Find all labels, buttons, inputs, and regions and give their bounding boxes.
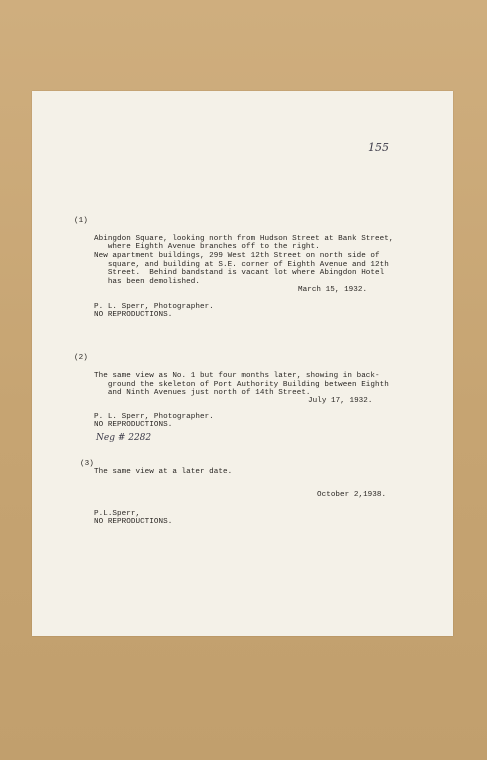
section-3-date: October 2,1938. bbox=[317, 491, 387, 499]
section-3-marker: (3) bbox=[80, 460, 94, 468]
section-1-date: March 15, 1932. bbox=[298, 286, 368, 294]
negative-number: Neg # 2282 bbox=[96, 433, 152, 443]
section-1-line-5: Street. Behind bandstand is vacant lot where Abingdon Hotel bbox=[94, 269, 385, 277]
section-1-line-3: New apartment buildings, 299 West 12th Street on north side of bbox=[94, 252, 380, 260]
section-3-line-1: The same view at a later date. bbox=[94, 468, 233, 476]
section-3-restriction: NO REPRODUCTIONS. bbox=[94, 518, 173, 526]
section-1-line-4: square, and building at S.E. corner of Eighth Avenue and 12th bbox=[94, 261, 389, 269]
section-2-line-1: The same view as No. 1 but four months later, showing in back- bbox=[94, 372, 380, 380]
section-1-restriction: NO REPRODUCTIONS. bbox=[94, 311, 173, 319]
document-sheet bbox=[32, 91, 453, 636]
section-3-credit: P.L.Sperr, bbox=[94, 510, 141, 518]
section-2-marker: (2) bbox=[74, 354, 88, 362]
section-2-credit: P. L. Sperr, Photographer. bbox=[94, 413, 214, 421]
section-2-restriction: NO REPRODUCTIONS. bbox=[94, 421, 173, 429]
section-1-line-2: where Eighth Avenue branches off to the right. bbox=[94, 243, 320, 251]
page-number: 155 bbox=[368, 141, 389, 154]
section-1-line-6: has been demolished. bbox=[94, 278, 200, 286]
section-1-marker: (1) bbox=[74, 217, 88, 225]
section-1-credit: P. L. Sperr, Photographer. bbox=[94, 303, 214, 311]
section-1-line-1: Abingdon Square, looking north from Hudson Street at Bank Street, bbox=[94, 235, 394, 243]
section-2-line-2: ground the skeleton of Port Authority Building between Eighth bbox=[94, 381, 389, 389]
section-2-date: July 17, 1932. bbox=[308, 397, 373, 405]
section-2-line-3: and Ninth Avenues just north of 14th Street. bbox=[94, 389, 311, 397]
